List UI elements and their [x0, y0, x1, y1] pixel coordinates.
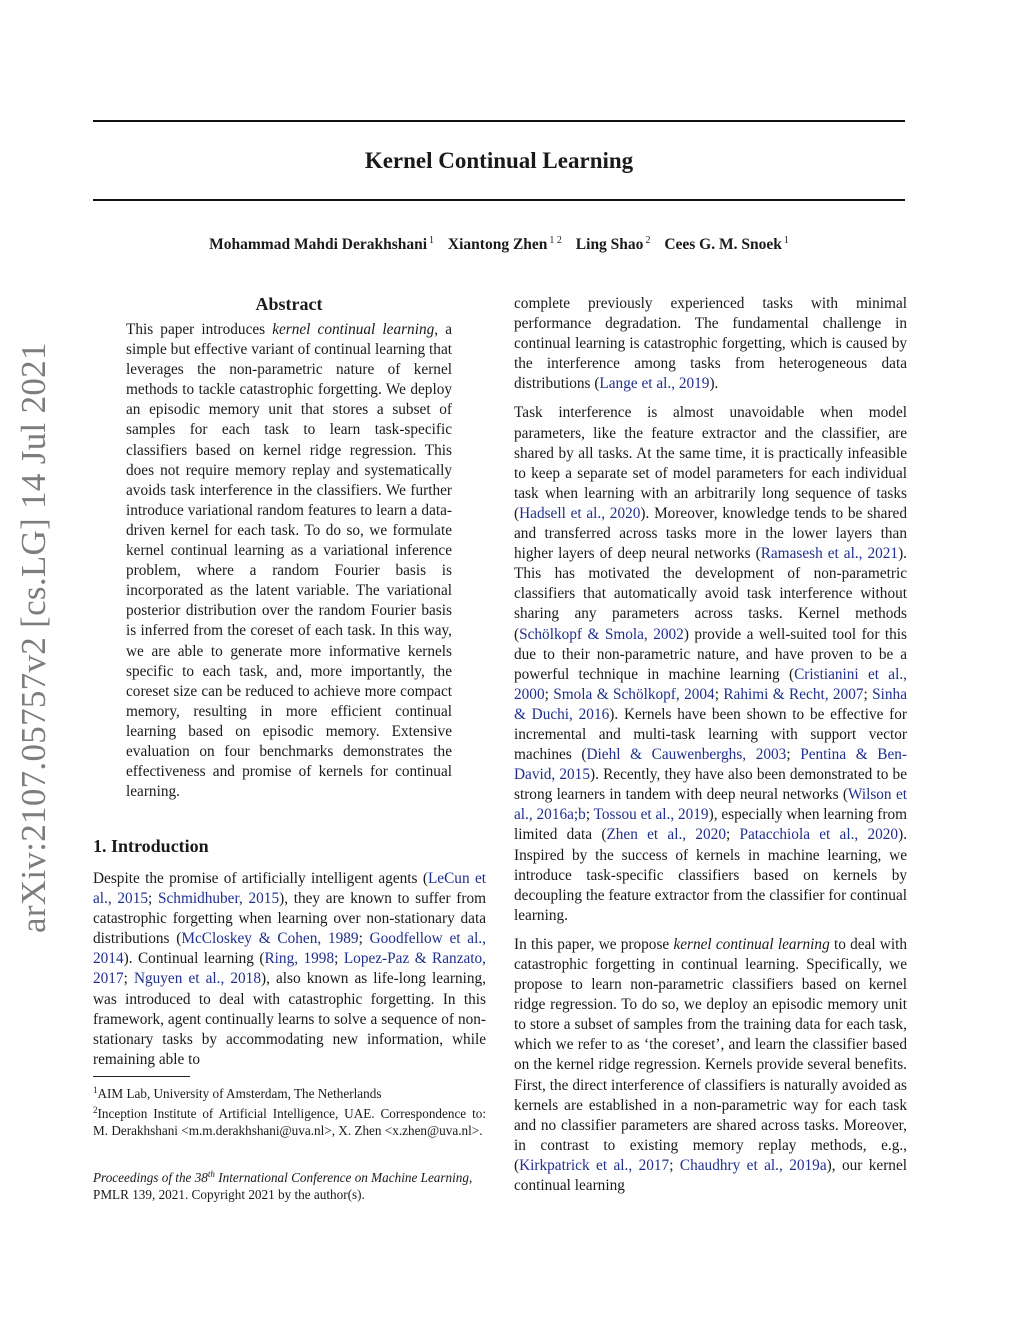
citation-link[interactable]: Chaudhry et al., 2019a: [679, 1156, 827, 1174]
title-rule-bottom: [93, 199, 905, 201]
citation-link[interactable]: Diehl & Cauwenberghs, 2003: [586, 746, 787, 764]
citation-link[interactable]: Ramasesh et al., 2021: [760, 545, 899, 563]
paper-title: Kernel Continual Learning: [364, 148, 634, 173]
author: Ling Shao $^2$: [575, 235, 651, 253]
arxiv-identifier: arXiv:2107.05757v2 [cs.LG] 14 Jul 2021: [14, 342, 53, 933]
author-list: [93, 235, 905, 254]
citation-link[interactable]: Nguyen et al., 2018: [133, 970, 261, 988]
author: Xiantong Zhen $^{1 2}$: [447, 235, 562, 253]
footnotes: [93, 1082, 486, 1139]
abstract-text: This paper introduces kernel continual learning, a simple but effective variant of continual learning that leverages the non-parametric nature of kernel methods to tackle catastrophic forgetting. We deploy an episodic memory unit that stores a subset of samples for each task to learn task-specific classifiers based on kernel ridge regression. This does not require memory replay and systematically avoids task interference in the classifiers. We further introduce variational random features to learn a data-driven kernel for each task. To do so, we formulate kernel continual learning as a variational inference problem, where a random Fourier basis is incorporated as the latent variable. The variational posterior distribution over the random Fourier basis is inferred from the coreset of each task. In this way, we are able to generate more informative kernels specific to each task, and, more importantly, the coreset size can be reduced to achieve more compact memory, resulting in more efficient continual learning based on episodic memory. Extensive evaluation on four benchmarks demonstrates the effectiveness and promise of kernels for continual learning.: [126, 321, 452, 801]
introduction-right-column: [514, 294, 907, 1205]
citation-link[interactable]: Pentina & Ben-David, 2015: [514, 746, 908, 784]
citation-link[interactable]: Hadsell et al., 2020: [519, 504, 641, 522]
footnote-affiliation-1: $^1$AIM Lab, University of Amsterdam, The Netherlands: [93, 1085, 382, 1101]
introduction-left-column: [93, 869, 486, 1070]
citation-link[interactable]: Kirkpatrick et al., 2017: [519, 1156, 670, 1174]
citation-link[interactable]: Schmidhuber, 2015: [158, 890, 280, 908]
citation-link[interactable]: Lopez-Paz & Ranzato, 2017: [93, 950, 486, 988]
abstract: [126, 292, 452, 802]
title-rule-top: [93, 120, 905, 122]
footnote-rule: [93, 1076, 190, 1077]
paragraph: complete previously experienced tasks with minimal performance degradation. The fundamental challenge in continual learning is catastrophic forgetting, which is caused by the interference among tasks from heterogeneous data distributions (Lange et al., 2019).: [514, 295, 907, 393]
citation-link[interactable]: Rahimi & Recht, 2007: [723, 685, 864, 703]
citation-link[interactable]: Wilson et al., 2016a;b: [514, 786, 907, 824]
abstract-heading: Abstract: [255, 294, 323, 314]
paragraph: In this paper, we propose kernel continual learning to deal with catastrophic forgetting in continual learning. Specifically, we propose to learn non-parametric classifiers based on kernel ridge regression. To do so, we deploy an episodic memory unit to store a subset of samples from the training data for each task, which we refer to as ‘the coreset’, and learn the classifier based on the kernel ridge regression. Kernels provide several benefits. First, the direct interference of classifiers is naturally avoided as kernels are established in a non-parametric way for each task and no classifier parameters are shared across tasks. Moreover, in contrast to existing memory replay methods, e.g., (Kirkpatrick et al., 2017; Chaudhry et al., 2019a), our kernel continual learning: [514, 935, 908, 1195]
citation-link[interactable]: Tossou et al., 2019: [593, 806, 709, 824]
citation-link[interactable]: LeCun et al., 2015: [93, 870, 486, 908]
author: Cees G. M. Snoek $^1$: [664, 235, 789, 253]
citation-link[interactable]: Cristianini et al., 2000: [514, 665, 907, 703]
citation-link[interactable]: Schölkopf & Smola, 2002: [519, 625, 684, 643]
citation-link[interactable]: Sinha & Duchi, 2016: [514, 685, 907, 723]
proceedings-note: Proceedings of the 38th International Conference on Machine Learning, PMLR 139, 2021. Copyright 2021 by the author(s).: [93, 1169, 473, 1202]
section-heading-introduction: 1. Introduction: [93, 836, 209, 856]
citation-link[interactable]: Patacchiola et al., 2020: [739, 826, 899, 844]
citation-link[interactable]: Smola & Schölkopf, 2004: [553, 685, 715, 703]
citation-link[interactable]: Goodfellow et al., 2014: [93, 930, 486, 968]
citation-link[interactable]: Lange et al., 2019: [599, 375, 710, 393]
citation-link[interactable]: Zhen et al., 2020: [606, 826, 726, 844]
paragraph: Task interference is almost unavoidable when model parameters, like the feature extractor and the classifier, are shared by all tasks. At the same time, it is practically infeasible to keep a separate set of model parameters for each individual task when learning with an arbitrarily long sequence of tasks (Hadsell et al., 2020). Moreover, knowledge tends to be shared and transferred across tasks more in the lower layers than higher layers of deep neural networks (Ramasesh et al., 2021). This has motivated the development of non-parametric classifiers that automatically avoid task interference without sharing any parameters across tasks. Kernel methods (Schölkopf & Smola, 2002) provide a well-suited tool for this due to their non-parametric nature, and have proven to be a powerful technique in machine learning (Cristianini et al., 2000; Smola & Schölkopf, 2004; Rahimi & Recht, 2007; Sinha & Duchi, 2016). Kernels have been shown to be effective for incremental and multi-task learning with support vector machines (Diehl & Cauwenberghs, 2003; Pentina & Ben-David, 2015). Recently, they have also been demonstrated to be strong learners in tandem with deep neural networks (Wilson et al., 2016a;b; Tossou et al., 2019), especially when learning from limited data (Zhen et al., 2020; Patacchiola et al., 2020). Inspired by the success of kernels in machine learning, we introduce task-specific classifiers based on kernels by decoupling the feature extractor from the classifier for continual learning.: [514, 404, 908, 924]
footnote-affiliation-2: $^2$Inception Institute of Artificial Intelligence, UAE. Correspondence to: M. Derakhshani <m.m.derakhshani@uva.nl>, X. Zhen <x.zhen@uva.nl>.: [93, 1105, 486, 1138]
author: Mohammad Mahdi Derakhshani $^1$: [209, 235, 435, 253]
citation-link[interactable]: Ring, 1998: [264, 950, 335, 968]
citation-link[interactable]: McCloskey & Cohen, 1989: [181, 930, 359, 948]
paragraph: Despite the promise of artificially intelligent agents (LeCun et al., 2015; Schmidhuber, 2015), they are known to suffer from catastrophic forgetting when learning over non-stationary data distributions (McCloskey & Cohen, 1989; Goodfellow et al., 2014). Continual learning (Ring, 1998; Lopez-Paz & Ranzato, 2017; Nguyen et al., 2018), also known as life-long learning, was introduced to deal with catastrophic forgetting. In this framework, agent continually learns to solve a sequence of non-stationary tasks by accommodating new information, while remaining able to: [93, 870, 487, 1068]
